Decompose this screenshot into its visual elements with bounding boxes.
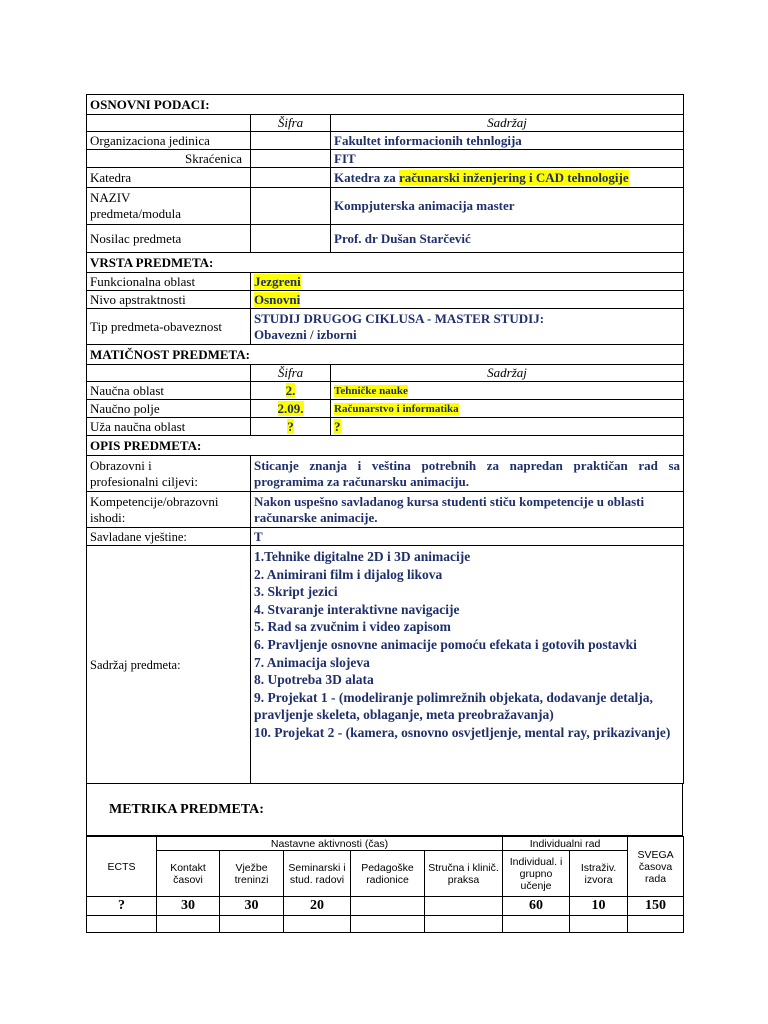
nastavne-header: Nastavne aktivnosti (čas)	[157, 837, 503, 851]
list-item: 4. Stvaranje interaktivne navigacije	[254, 601, 460, 617]
col-kontakt: Kontakt časovi	[157, 851, 220, 897]
list-item: 6. Pravljenje osnovne animacije pomoću efekata i gotovih postavki	[254, 636, 637, 652]
col-sifra: Šifra	[251, 115, 331, 132]
col-sadrzaj: Sadržaj	[331, 115, 684, 132]
skr-value: FIT	[331, 150, 684, 168]
section-vrsta-title: VRSTA PREDMETA:	[87, 253, 684, 273]
list-item: 2. Animirani film i dijalog likova	[254, 566, 443, 582]
naziv-label: NAZIV predmeta/modula	[87, 188, 251, 225]
nivo-value: Osnovni	[251, 291, 684, 309]
section-metrika-title: METRIKA PREDMETA:	[86, 784, 683, 836]
skr-label: Skraćenica	[87, 150, 251, 168]
svega-header: SVEGA časova rada	[628, 837, 684, 897]
section-opis-title: OPIS PREDMETA:	[87, 436, 684, 456]
individualni-header: Individualni rad	[503, 837, 628, 851]
table-row: Naučno polje 2.09. Računarstvo i informatika	[87, 400, 684, 418]
katedra-label: Katedra	[87, 168, 251, 188]
table-row: ? 30 30 20 60 10 150	[87, 897, 684, 916]
list-item: 5. Rad sa zvučnim i video zapisom	[254, 619, 451, 635]
nosilac-value: Prof. dr Dušan Starčević	[331, 225, 684, 253]
org-value: Fakultet informacionih tehnlogija	[331, 132, 684, 150]
list-item: 7. Animacija slojeva	[254, 654, 370, 670]
list-item: 1.Tehnike digitalne 2D i 3D animacije	[254, 549, 471, 564]
ciljevi-value: Sticanje znanja i veština potrebnih za napredan praktičan rad sa programima za računarsku animaciju.	[251, 456, 684, 492]
table-row: Uža naučna oblast ? ?	[87, 418, 684, 436]
vjestine-value: T	[251, 528, 684, 546]
list-item: 3. Skript jezici	[254, 584, 338, 600]
sadrzaj-list	[251, 546, 684, 784]
section-osnovni-title: OSNOVNI PODACI:	[87, 95, 684, 115]
org-label: Organizaciona jedinica	[87, 132, 251, 150]
tip-label: Tip predmeta-obaveznost	[87, 309, 251, 345]
col-vjezbe: Vježbe treninzi	[220, 851, 284, 897]
sadrzaj-label: Sadržaj predmeta:	[87, 546, 251, 784]
nosilac-label: Nosilac predmeta	[87, 225, 251, 253]
col-strucna: Stručna i klinič. praksa	[425, 851, 503, 897]
metrics-table	[86, 836, 684, 933]
course-info-table	[86, 94, 684, 784]
col-sadrzaj-2: Sadržaj	[331, 365, 684, 382]
table-row	[87, 916, 684, 933]
course-form	[86, 94, 683, 933]
table-row: Naučna oblast 2. Tehničke nauke	[87, 382, 684, 400]
list-item: 10. Projekat 2 - (kamera, osnovno osvjetljenje, mental ray, prikazivanje)	[254, 724, 671, 740]
naziv-value: Kompjuterska animacija master	[331, 188, 684, 225]
funk-label: Funkcionalna oblast	[87, 273, 251, 291]
vjestine-label: Savladane vještine:	[87, 528, 251, 546]
col-sifra-2: Šifra	[251, 365, 331, 382]
section-maticnost-title: MATIČNOST PREDMETA:	[87, 345, 684, 365]
kompetencije-value: Nakon uspešno savladanog kursa studenti stiču kompetencije u oblasti računarske animacije.	[251, 492, 684, 528]
ciljevi-label: Obrazovni i profesionalni ciljevi:	[87, 456, 251, 492]
col-pedagoske: Pedagoške radionice	[351, 851, 425, 897]
tip-value: STUDIJ DRUGOG CIKLUSA - MASTER STUDIJ: Obavezni / izborni	[251, 309, 684, 345]
col-istraziv: Istraživ. izvora	[570, 851, 628, 897]
list-item: 8. Upotreba 3D alata	[254, 672, 374, 688]
col-individual: Individual. i grupno učenje	[503, 851, 570, 897]
list-item: 9. Projekat 1 - (modeliranje polimrežnih objekata, dodavanje detalja, pravljenje skeleta, oblaganje, meta preobražavanja)	[254, 689, 653, 723]
kompetencije-label: Kompetencije/obrazovni ishodi:	[87, 492, 251, 528]
katedra-value: Katedra za računarski inženjering i CAD tehnologije	[331, 168, 684, 188]
ects-header: ECTS	[87, 837, 157, 897]
nivo-label: Nivo apstraktnosti	[87, 291, 251, 309]
funk-value: Jezgreni	[251, 273, 684, 291]
col-seminarski: Seminarski i stud. radovi	[284, 851, 351, 897]
